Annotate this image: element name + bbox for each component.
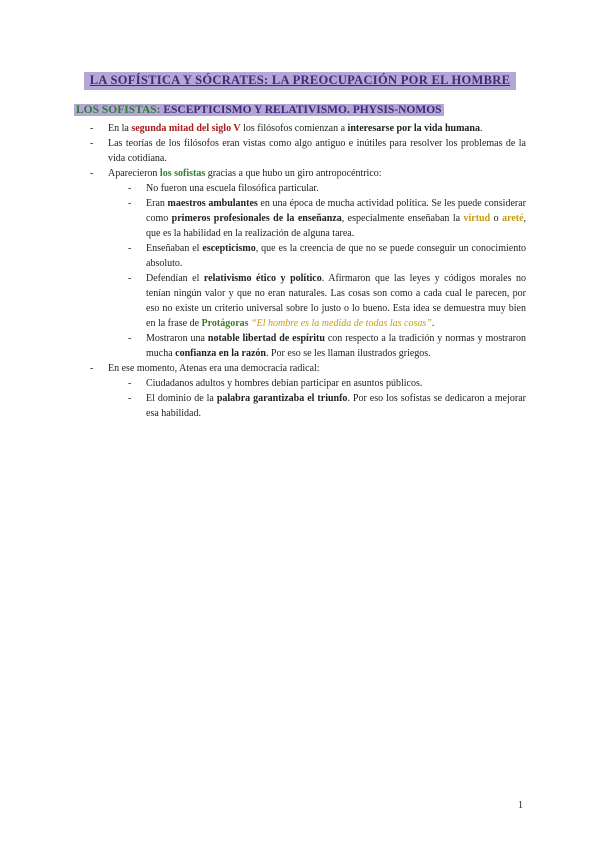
text-run: . xyxy=(431,318,435,329)
highlight-text: los sofistas xyxy=(159,168,206,179)
text-run: En ese momento, Atenas era una democracia radical: xyxy=(108,363,320,374)
dash-marker: - xyxy=(90,363,94,374)
bullet-item-4 xyxy=(74,361,526,376)
section-heading-part-a: LOS SOFISTAS: xyxy=(76,104,161,116)
text-run: Eran xyxy=(146,198,168,209)
text-run: En la xyxy=(108,123,132,134)
sub-item-3-3 xyxy=(74,241,526,271)
document-title: LA SOFÍSTICA Y SÓCRATES: LA PREOCUPACIÓN POR EL HOMBRE xyxy=(84,72,516,90)
bold-text: escepticismo xyxy=(202,243,256,254)
text-run: o xyxy=(490,213,503,224)
page-number: 1 xyxy=(518,800,523,811)
highlight-text: segunda mitad del siglo V xyxy=(131,123,241,134)
sub-item-3-4 xyxy=(74,271,526,331)
section-heading-part-b: ESCEPTICISMO Y RELATIVISMO. PHYSIS-NOMOS xyxy=(160,104,442,116)
sub-item-3-5 xyxy=(74,331,526,361)
text-run: . Por eso los sofistas se dedicaron a mejorar esa habilidad. xyxy=(146,393,526,419)
bullet-item-2 xyxy=(74,136,526,166)
bold-text: maestros ambulantes xyxy=(167,198,258,209)
text-run: gracias a que hubo un giro antropocéntrico: xyxy=(205,168,382,179)
text-run: Aparecieron xyxy=(108,168,160,179)
section-heading xyxy=(74,104,444,116)
text-run: Ciudadanos adultos y hombres debían participar en asuntos públicos. xyxy=(146,378,423,389)
dash-marker: - xyxy=(90,138,94,149)
dash-marker: - xyxy=(128,333,132,344)
bold-text: relativismo ético y político xyxy=(203,273,322,284)
title-wrap xyxy=(0,71,600,90)
text-run: , que es la habilidad en la realización de alguna tarea. xyxy=(146,213,527,239)
text-run: Las teorías de los filósofos eran vistas como algo antiguo e inútiles para resolver los problemas de la vida cotidiana. xyxy=(108,138,526,164)
text-run: con respecto a la tradición y normas y mostraron mucha xyxy=(146,333,526,359)
highlight-text: virtud xyxy=(463,213,491,224)
highlight-text: Protágoras xyxy=(201,318,249,329)
bullet-list xyxy=(74,121,526,421)
bold-text: palabra garantizaba el triunfo xyxy=(216,393,348,404)
dash-marker: - xyxy=(90,123,94,134)
text-run: , especialmente enseñaban la xyxy=(341,213,464,224)
dash-marker: - xyxy=(128,393,132,404)
dash-marker: - xyxy=(128,273,132,284)
sub-item-3-1 xyxy=(74,181,526,196)
bullet-item-1 xyxy=(74,121,526,136)
bold-text: interesarse por la vida humana xyxy=(347,123,480,134)
dash-marker: - xyxy=(128,198,132,209)
text-run: en una época de mucha actividad política. Se les puede considerar como xyxy=(146,198,526,224)
text-run: Defendían el xyxy=(146,273,204,284)
bullet-item-3 xyxy=(74,166,526,181)
sub-item-4-1 xyxy=(74,376,526,391)
dash-marker: - xyxy=(90,168,94,179)
dash-marker: - xyxy=(128,243,132,254)
highlight-text: areté xyxy=(502,213,524,224)
text-run: No fueron una escuela filosófica particular. xyxy=(146,183,319,194)
dash-marker: - xyxy=(128,183,132,194)
dash-marker: - xyxy=(128,378,132,389)
bold-text: notable libertad de espíritu xyxy=(207,333,325,344)
bold-text: primeros profesionales de la enseñanza xyxy=(171,213,342,224)
text-run: los filósofos comienzan a xyxy=(240,123,348,134)
text-run: . xyxy=(479,123,483,134)
text-run: , que es la creencia de que no se puede conseguir un conocimiento absoluto. xyxy=(146,243,526,269)
bold-text: confianza en la razón xyxy=(175,348,266,359)
text-run: Enseñaban el xyxy=(146,243,203,254)
sub-item-4-2 xyxy=(74,391,526,421)
text-run: . Por eso se les llaman ilustrados griegos. xyxy=(265,348,431,359)
text-run: Mostraron una xyxy=(146,333,208,344)
text-run: . Afirmaron que las leyes y códigos morales no tenían ningún valor y que no eran naturales. Las cosas son como a cada cual le parecen, por eso no existe un criterio universal sobre lo justo o lo bueno. Esta idea se demuestra muy bien en la frase de xyxy=(146,273,526,329)
sub-item-3-2 xyxy=(74,196,526,241)
text-run: El dominio de la xyxy=(146,393,217,404)
quote-text: “El hombre es la medida de todas las cosas” xyxy=(251,318,432,329)
